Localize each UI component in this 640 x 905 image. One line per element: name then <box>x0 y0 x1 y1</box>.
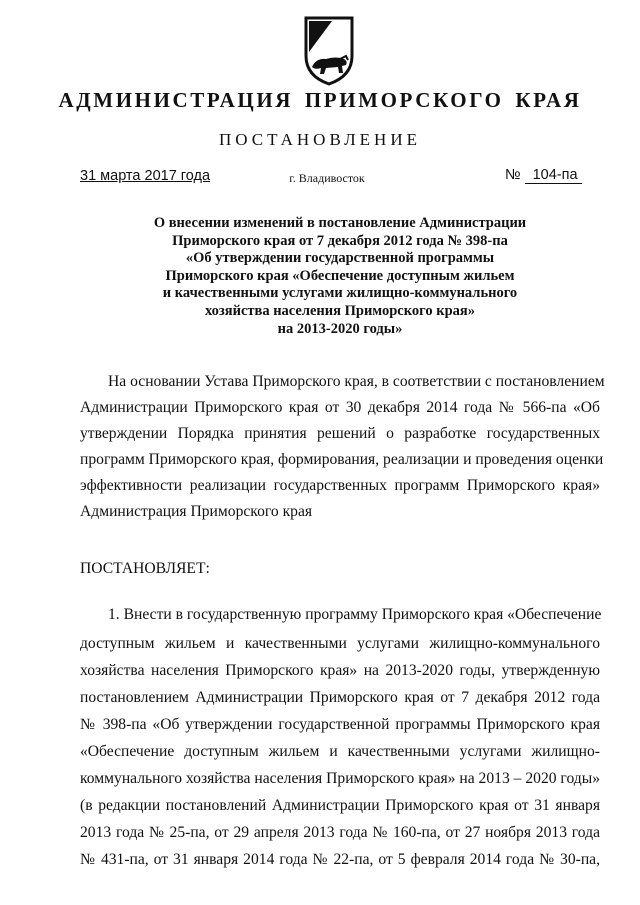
item-1-line: 1. Внести в государственную программу Приморского края «Обеспечение <box>108 606 602 623</box>
document-type: ПОСТАНОВЛЕНИЕ <box>218 130 421 149</box>
item-1-line: № 398-па «Об утверждении государственной программы Приморского края <box>80 716 600 733</box>
title-line: «Об утверждении государственной программы <box>185 250 495 267</box>
item-1-line: постановлением Администрации Приморского края от 7 декабря 2012 года <box>80 689 600 706</box>
preamble-line: На основании Устава Приморского края, в соответствии с постановлением <box>108 373 605 390</box>
title-line: на 2013-2020 годы» <box>277 320 403 337</box>
title-line: Приморского края от 7 декабря 2012 года № 398-па <box>172 232 508 249</box>
organization-name: АДМИНИСТРАЦИЯ ПРИМОРСКОГО КРАЯ <box>58 88 582 112</box>
resolves-heading: ПОСТАНОВЛЯЕТ: <box>80 560 210 577</box>
preamble-line: утверждении Порядка принятия решений о разработке государственных <box>80 425 600 442</box>
preamble-line: эффективности реализации государственных программ Приморского края» <box>80 477 600 494</box>
item-1-line: коммунального хозяйства населения Приморского края» на 2013 – 2020 годы» <box>80 770 600 787</box>
title-line: хозяйства населения Приморского края» <box>204 302 476 319</box>
title-line: Приморского края «Обеспечение доступным жильем <box>165 267 515 284</box>
item-1-line: № 431-па, от 31 января 2014 года № 22-па, от 5 февраля 2014 года № 30-па, <box>80 851 600 868</box>
preamble-line: программ Приморского края, формирования, реализации и проведения оценки <box>80 451 604 468</box>
item-1-line: доступным жильем и качественными услугами жилищно-коммунального <box>80 635 600 652</box>
preamble-line: Администрации Приморского края от 30 декабря 2014 года № 566-па «Об <box>80 399 600 416</box>
preamble-line: Администрация Приморского края <box>80 503 313 520</box>
document-date: 31 марта 2017 года <box>80 168 211 184</box>
title-line: О внесении изменений в постановление Администрации <box>153 215 527 231</box>
title-line: и качественными услугами жилищно-коммунального <box>162 285 518 302</box>
document-number: 104-па <box>525 168 582 184</box>
item-1-line: хозяйства населения Приморского края» на 2013-2020 годы, утвержденную <box>80 662 600 679</box>
coat-of-arms-icon <box>296 12 362 88</box>
document-title <box>80 215 600 338</box>
item-1-line: 2013 года № 25-па, от 29 апреля 2013 года № 160-па, от 27 ноября 2013 года <box>80 824 600 841</box>
item-1-line: (в редакции постановлений Администрации Приморского края от 31 января <box>80 797 600 814</box>
item-1-line: «Обеспечение доступным жильем и качественными услугами жилищно- <box>80 743 600 760</box>
number-label: № <box>505 167 521 183</box>
document-number-field <box>505 167 582 184</box>
document-city: г. Владивосток <box>289 171 365 185</box>
